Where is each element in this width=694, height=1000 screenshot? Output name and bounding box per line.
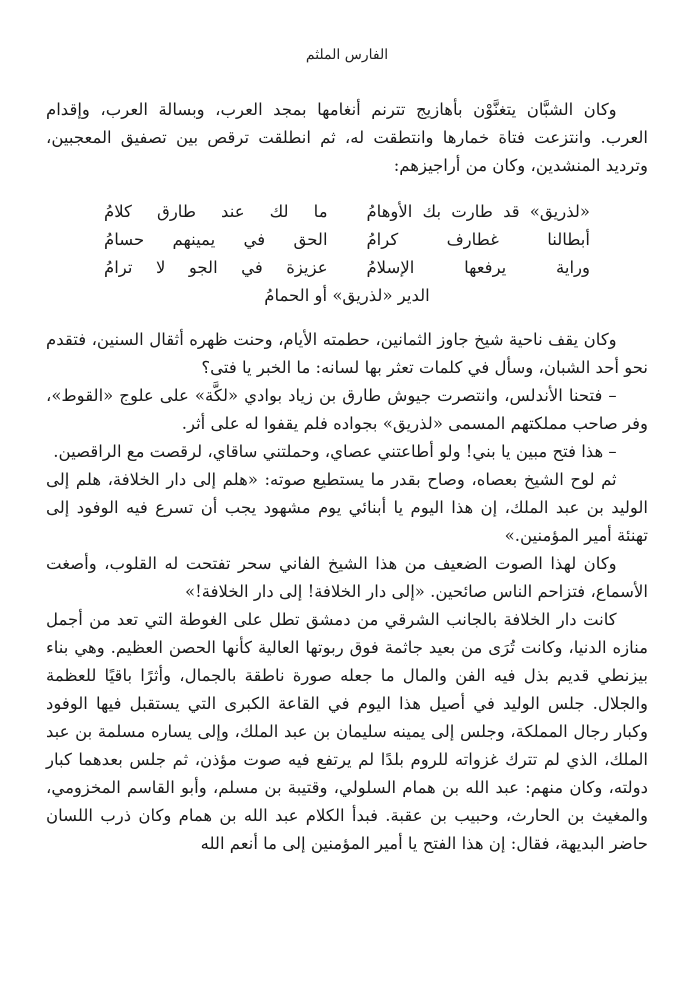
poem-hemistich-right: «لذريق» قد طارت بك الأوهامُ — [366, 202, 590, 221]
poem-closing-verse: الدير «لذريق» أو الحمامُ — [264, 286, 430, 305]
poem-verse — [104, 254, 590, 282]
paragraph: وكان الشبَّان يتغنَّوْن بأهازيج تترنم أنغامها بمجد العرب، وبسالة العرب، وإقدام العرب. وانتزعت فتاة خمارها وانتطقت له، ثم انطلقت ترقص بين تصفيق المعجبين، وترديد المنشدين، وكان من أراجيزهم: — [46, 100, 648, 175]
poem-hemistich-right: أبطالنا غطارف كرامُ — [366, 230, 590, 249]
paragraph: ثم لوح الشيخ بعصاه، وصاح بقدر ما يستطيع صوته: «هلم إلى دار الخلافة، هلم إلى الوليد بن عبد الملك، إن هذا اليوم يا أبنائي يوم مشهود يجب أن تسرع فيه الوفود إلى تهنئة أمير المؤمنين.» — [46, 470, 648, 545]
poem-hemistich-left: ما لك عند طارق كلامُ — [104, 202, 328, 221]
poem-verse — [104, 226, 590, 254]
poem-verse — [104, 198, 590, 226]
dialogue-line: – هذا فتح مبين يا بني! ولو أطاعتني عصاي، وحملتني ساقاي، لرقصت مع الراقصين. — [53, 442, 617, 461]
poem — [46, 198, 648, 310]
poem-hemistich-left: الحق في يمينهم حسامُ — [104, 230, 328, 249]
paragraph: كانت دار الخلافة بالجانب الشرقي من دمشق تطل على الغوطة التي تعد من أجمل منازه الدنيا، وكانت تُرَى من بعيد جاثمة فوق ربوتها العالية كأنها الحصن العظيم. وهي بناء بيزنطي قديم بذل فيه الفن والمال ما جعله صورة ناطقة بالجمال، وأثرًا باقيًا للعظمة والجلال. جلس الوليد في أصيل هذا اليوم في القاعة الكبرى التي يستقبل فيها الوفود وكبار رجال المملكة، وجلس إلى يمينه سليمان بن عبد الملك، وإلى يساره مسلمة بن عبد الملك، الذي لم تترك غزواته للروم بلدًا لم يرتفع فيه صوت مؤذن، ثم جلس بعدهما كبار دولته، وكان منهم: عبد الله بن همام السلولي، وقتيبة بن مسلم، وأبو القاسم المخزومي، والمغيث بن الحارث، وحبيب بن عقبة. فبدأ الكلام عبد الله بن همام وكان ذرب اللسان حاضر البديهة، فقال: إن هذا الفتح يا أمير المؤمنين إلى ما أنعم الله — [46, 610, 648, 853]
dialogue-line: – فتحنا الأندلس، وانتصرت جيوش طارق بن زياد بوادي «لكَّة» على علوج «القوط»، وفر صاحب مملكتهم المسمى «لذريق» بجواده فلم يقفوا له على أثر. — [46, 386, 648, 433]
poem-hemistich-right: وراية يرفعها الإسلامُ — [366, 258, 590, 277]
paragraph: وكان يقف ناحية شيخ جاوز الثمانين، حطمته الأيام، وحنت ظهره أثقال السنين، فتقدم نحو أحد الشبان، وسأل في كلمات تعثر بها لسانه: ما الخبر يا فتى؟ — [46, 330, 648, 377]
running-title: الفارس الملثم — [305, 47, 389, 63]
poem-hemistich-left: عزيزة في الجو لا ترامُ — [104, 258, 328, 277]
body-text — [46, 96, 648, 858]
paragraph: وكان لهذا الصوت الضعيف من هذا الشيخ الفاني سحر تفتحت له القلوب، وأصغت الأسماع، فتزاحم الناس صائحين. «إلى دار الخلافة! إلى دار الخلافة!» — [46, 554, 648, 601]
